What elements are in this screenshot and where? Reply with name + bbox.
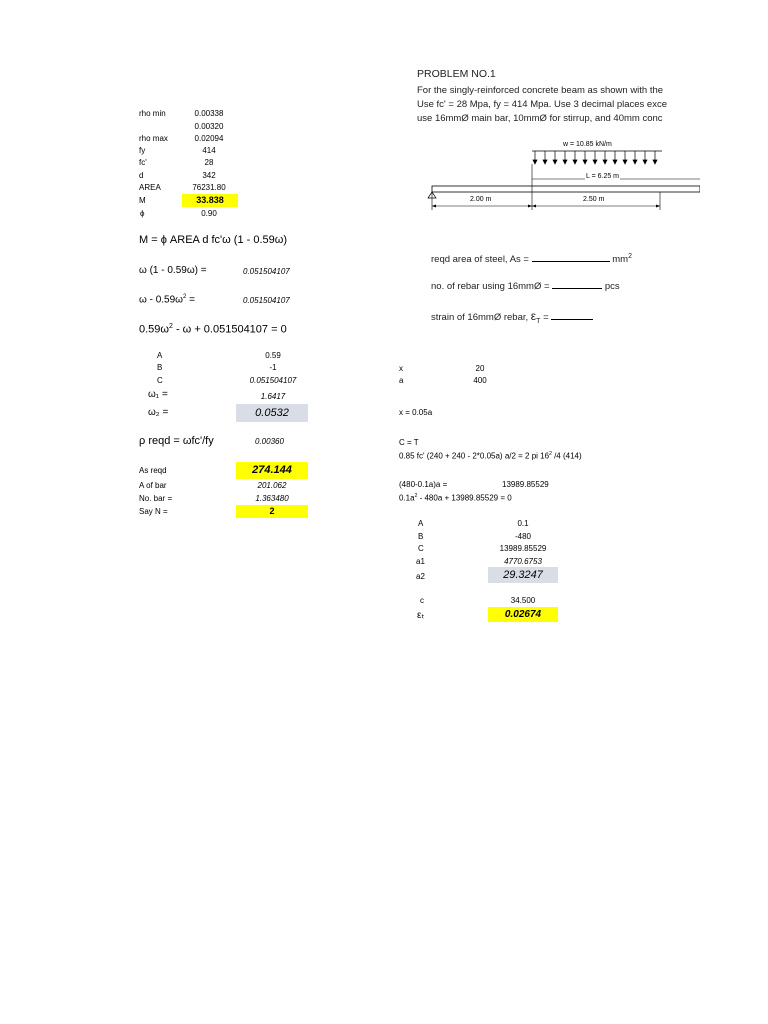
problem-line-2: Use fc' = 28 Mpa, fy = 414 Mpa. Use 3 decimal places exce bbox=[417, 99, 667, 110]
omega1-label: ω₁ = bbox=[148, 389, 168, 400]
label-fy: fy bbox=[139, 146, 146, 155]
omega2-label: ω₂ = bbox=[148, 407, 169, 418]
a2-value: 29.3247 bbox=[488, 567, 558, 583]
a1-label: a1 bbox=[416, 557, 425, 566]
value-area: 76231.80 bbox=[192, 183, 226, 192]
label-moment: M bbox=[139, 196, 146, 205]
moment-equation: M = ϕ AREA d fc'ω (1 - 0.59ω) bbox=[139, 234, 288, 246]
problem-line-3: use 16mmØ main bar, 10mmØ for stirrup, and 40mm conc bbox=[417, 113, 663, 124]
label-area: AREA bbox=[139, 183, 161, 192]
coef-a-label: A bbox=[157, 351, 163, 360]
coef-c-value: 0.051504107 bbox=[249, 376, 297, 385]
say-n-value: 2 bbox=[236, 505, 308, 518]
question-rebar: no. of rebar using 16mmØ = pcs bbox=[431, 281, 620, 292]
label-rho-min: rho min bbox=[139, 109, 166, 118]
x-label: x bbox=[399, 364, 403, 373]
no-bar-value: 1.363480 bbox=[255, 494, 289, 503]
value-fc: 28 bbox=[204, 158, 214, 167]
problem-line-1: For the singly-reinforced concrete beam as shown with the bbox=[417, 85, 664, 96]
rho-reqd-value: 0.00360 bbox=[255, 437, 284, 446]
strain-value: 0.02674 bbox=[488, 607, 558, 622]
label-phi: ϕ bbox=[140, 209, 145, 218]
value-fy: 414 bbox=[202, 146, 216, 155]
omega-equation-1: ω (1 - 0.59ω) = bbox=[139, 265, 207, 276]
coef-b-label: B bbox=[157, 363, 163, 372]
c-label: c bbox=[420, 596, 424, 605]
coef-a-value: 0.59 bbox=[265, 351, 281, 360]
rho-reqd-label: ρ reqd = ωfc'/fy bbox=[139, 435, 214, 447]
a2-label: a2 bbox=[416, 572, 425, 581]
beam-diagram bbox=[420, 136, 700, 216]
value-rho-min-alt: 0.00320 bbox=[194, 122, 224, 131]
load-label: w = 10.85 kN/m bbox=[563, 141, 612, 148]
a-of-bar-value: 201.062 bbox=[257, 481, 287, 490]
label-fc: fc' bbox=[139, 158, 147, 167]
omega-value-1: 0.051504107 bbox=[243, 267, 290, 276]
dimension-1: 2.00 m bbox=[470, 196, 492, 203]
x-value: 20 bbox=[475, 364, 485, 373]
question-strain: strain of 16mmØ rebar, $\varepsilon_T$ = bbox=[431, 309, 593, 325]
a1-value: 4770.6753 bbox=[504, 557, 542, 566]
omega1-value: 1.6417 bbox=[260, 392, 286, 401]
no-bar-label: No. bar = bbox=[139, 494, 173, 503]
coef2-a-label: A bbox=[418, 519, 424, 528]
as-reqd-label: As reqd bbox=[139, 466, 167, 475]
coef2-c-value: 13989.85529 bbox=[499, 544, 547, 553]
a-value: 400 bbox=[473, 376, 487, 385]
label-rho-max: rho max bbox=[139, 134, 168, 143]
value-rho-max: 0.02094 bbox=[194, 134, 224, 143]
value-phi: 0.90 bbox=[201, 209, 217, 218]
omega-value-2: 0.051504107 bbox=[243, 296, 290, 305]
c-value: 34.500 bbox=[510, 596, 536, 605]
force-equation: 0.85 fc' (240 + 240 - 2*0.05a) a/2 = 2 pi $16^2$ /4 (414) bbox=[399, 451, 582, 461]
coef2-b-label: B bbox=[418, 532, 424, 541]
omega2-value: 0.0532 bbox=[236, 404, 308, 422]
coef-c-label: C bbox=[157, 376, 163, 385]
coef2-b-value: -480 bbox=[514, 532, 531, 541]
line-equation-lhs: (480-0.1a)a = bbox=[399, 480, 448, 489]
coef-b-value: -1 bbox=[269, 363, 277, 372]
coef2-c-label: C bbox=[418, 544, 424, 553]
load-arrows bbox=[533, 151, 657, 164]
value-moment: 33.838 bbox=[182, 194, 238, 207]
problem-title: PROBLEM NO.1 bbox=[417, 68, 496, 80]
line-equation-rhs: 13989.85529 bbox=[502, 480, 549, 489]
value-rho-min: 0.00338 bbox=[194, 109, 224, 118]
value-d: 342 bbox=[202, 171, 216, 180]
strain-label: εₜ bbox=[417, 610, 425, 621]
quadratic-equation-2: $0.1a^2 - 480a + 13989.85529 = 0$ bbox=[399, 493, 512, 503]
x-equals-label: x = 0.05a bbox=[399, 408, 433, 417]
dimension-2: 2.50 m bbox=[583, 196, 605, 203]
as-reqd-value: 274.144 bbox=[236, 462, 308, 479]
say-n-label: Say N = bbox=[139, 507, 168, 516]
c-equals-t: C = T bbox=[399, 438, 419, 447]
beam bbox=[432, 186, 700, 192]
a-of-bar-label: A of bar bbox=[139, 481, 167, 490]
coef2-a-value: 0.1 bbox=[517, 519, 529, 528]
a-label: a bbox=[399, 376, 404, 385]
span-label: L = 6.25 m bbox=[586, 173, 620, 180]
label-d: d bbox=[139, 171, 144, 180]
omega-equation-2: ω - $0.59\omega^2$ = bbox=[139, 294, 195, 306]
quadratic-equation: $0.59\omega^2 - \omega + 0.051504107 = 0$ bbox=[139, 323, 287, 336]
question-as: reqd area of steel, $As = mm^2$ bbox=[431, 253, 632, 266]
